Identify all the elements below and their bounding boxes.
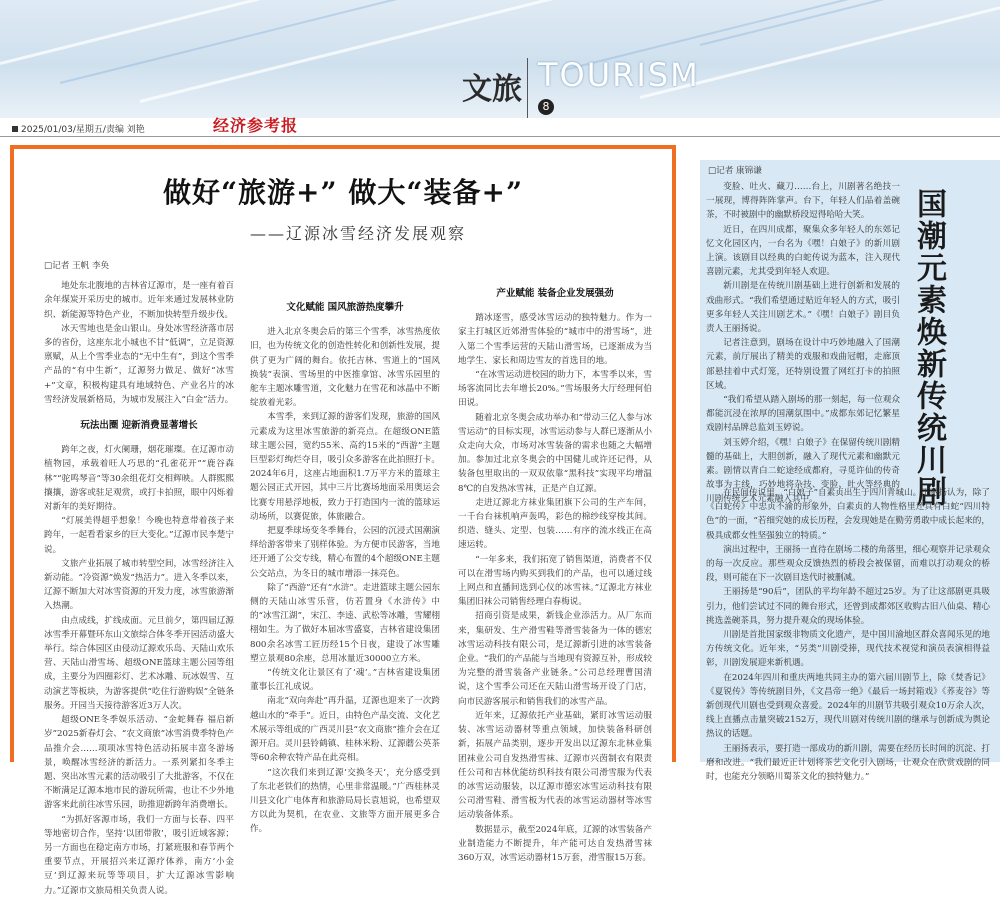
banner-streak [0, 0, 505, 65]
page-number: 8 [538, 99, 554, 115]
sidebar-byline: □记者 康锦谦 [708, 166, 762, 176]
sidebar-paragraph: 刘玉婷介绍，《嘿！白娘子》在保留传统川剧精髓的基础上，大胆创新，融入了现代元素和幽默元素。剧情以青白二蛇途经成都府，寻觅许仙的传奇故事为主线，巧妙地将杂技、变脸、吐火等经典的川剧传统艺术元素融入其中。 [706, 437, 900, 505]
sidebar-paragraph: 在民间传说里，“白娘子”自素贞出生于四川青城山。王丽扬认为，除了《白蛇传》中忠贞不渝的形象外，白素贞的人物性格里还具有白蛇“四川特色”的一面，“若细究她的成长历程，会发现她是在勤劳勇敢中成长起来的，极具成都女性坚强独立的特质。” [706, 488, 990, 541]
section-heading: 产业赋能 装备企业发展强劲 [496, 288, 614, 299]
article-paragraph: 随着北京冬奥会成功举办和“带动三亿人参与冰雪运动”的目标实现，冰雪运动参与人群已逐渐从小众走向大众，市场对冰雪装备的需求也随之大幅增加。参加过北京冬奥会的中国健儿或许还记得，从装备包里取出的一双双依靠“黑科技”实现平均增温8℃的自发热冰雪袜，正是产自辽源。 [458, 412, 652, 494]
article-paragraph: 南北“双向奔赴”再升温，辽源也迎来了一次跨越山水的“牵手”。近日，由特色产品交流、文化艺术展示等组成的广西灵川县“农文商旅”推介会在辽源开启。灵川县铃鹤镇、桂林米粉、辽源蘑公英茶等60余种农特产品在此亮相。 [250, 696, 440, 764]
banner-streak [140, 0, 606, 103]
sidebar-paragraph: 川剧是首批国家级非物质文化遗产，是中国川渝地区群众喜闻乐见的地方传统文化。近年来，“另类”川剧受捧，现代技术视觉和演员表演相得益彰，川剧发展迎来新机遇。 [706, 630, 990, 669]
article-paragraph: “灯展美得超乎想象！今晚也特意带着孩子来跨年，一起看看家乡的巨大变化。”辽源市民李楚宁说。 [44, 516, 234, 555]
dateline-marker [12, 126, 18, 132]
sidebar-paragraph: 记者注意到，剧场在设计中巧妙地融入了国潮元素，前厅展出了精美的戏服和戏曲冠帽，走廊顶部悬挂着中式灯笼，还特别设置了网红打卡的拍照区域。 [706, 338, 900, 391]
article-paragraph: 超级ONE冬季娱乐活动、“金蛇舞春 福启新岁”2025新春灯会、“农文商旅”冰雪消费季特色产品推介会……项项冰雪特色活动拓展丰富冬游场景，唤醒冰雪经济的新活力。一系列紧扣冬季主题、突出冰雪元素的活动吸引了大批游客，不仅在不断满足辽源本地市民的游玩所需，也让不少外地游客来此前往冰雪乐园，助推迎新跨年消费增长。 [44, 715, 234, 811]
sidebar-paragraph: 新川剧是在传统川剧基础上进行创新和发展的戏曲形式。“我们希望通过贴近年轻人的方式，吸引更多年轻人关注川剧艺术。”《嘿！白娘子》剧目负责人王丽扬说。 [706, 281, 900, 335]
article-column-1 [44, 259, 234, 898]
article-paragraph: 由点成线，扩线成面。元旦前夕，第四届辽源冰雪季开幕暨环东山文旅综合体冬季开园活动盛大举行。综合体园区由侵动辽源欢乐岛、天陆山欢乐营、天陆山滑雪场、超级ONE篮球主题公园等组成，主要分为四圈彩灯、艺术冰雕、玩冰娱雪、互动演艺等板块，为游客提供“吃住行游购娱”全链条服务。开园当天接待游客近3万人次。 [44, 615, 234, 711]
article-byline: □记者 王帆 李奂 [44, 261, 110, 271]
article-paragraph: 跨年之夜，灯火阑珊，烟花璀璨。在辽源市动植物园，承载着旺人巧思的“孔雀花开”“鹿谷森林”“驼鸣琴音”等30余组花灯交相辉映。人群熙熙攘攘，游客或驻足观赏，或打卡拍照，眼中闪烁着对新年的美好期待。 [44, 445, 234, 513]
article-paragraph: “为抓好客源市场，我们一方面与长春、四平等地密切合作，坚持‘以团带散’，吸引近域客源；另一方面也在稳定南方市场，打紧班服和春节两个重要节点，开展招兴来辽源疗体养，南方‘小金豆’到辽源来玩等等项目，扩大辽源冰雪影响力。”辽源市文旅局相关负责人说。 [44, 814, 234, 896]
article-paragraph: 本雪季，来到辽源的游客们发现，旅游的国风元素成为这里冰雪旅游的新亮点。在超级ONE篮球主题公园，宽约55米、高约15米的“西游”主题巨型彩灯绚烂夺目，吸引众多游客在此拍照打卡。2024年6月，这座占地面积1.7万平方米的篮球主题公园正式开园，其中三片比赛场地面采用奥运会比赛专用悬浮地板，致力于打造国内一流的篮球运动场所，以赛促旅，体旅融合。 [250, 412, 440, 522]
article-paragraph: “一年多来，我们拓宽了销售渠道，消费者不仅可以在滑雪场内购买到我们的产品，也可以通过线上网点和直播间选到心仪的冰雪袜。”辽源北方袜业集团旧袜公司销售经理白春梅说。 [458, 554, 652, 608]
sidebar-paragraph: 近日，在四川成都，聚集众多年轻人的东郊记忆文化园区内，一台名为《嘿！白娘子》的新川剧上演。该剧目以经典的白蛇传说为蓝本，注入现代喜剧元素，尤其受到年轻人欢迎。 [706, 224, 900, 278]
article-paragraph: “在冰雪运动进校园的助力下，本雪季以来，雪场客流同比去年增长20%。”雪场服务大厅经理何伯田说。 [458, 370, 652, 409]
masthead-banner [0, 0, 1000, 118]
article-paragraph: 走进辽源北方袜业集团旗下公司的生产车间，一千台台袜机响声轰鸣，彩色的棉纱线穿梭其间。织造、缝头、定型、包装……有序的流水线正在高速运转。 [458, 497, 652, 551]
section-heading: 文化赋能 国风旅游热度攀升 [286, 302, 404, 313]
sidebar-paragraph: 王丽扬表示，要打造一部成功的新川剧，需要在经历长时间的沉淀、打磨和改进。“我们最近正计划将茶艺文化引入剧场，让观众在欣赏戏剧的同时，也能充分领略川蜀茶文化的独特魅力。” [706, 743, 990, 783]
sidebar-paragraph: 演出过程中，王丽扬一直待在剧场二楼的角落里，细心观察并记录观众的每一次反应。那些观众反馈热烈的桥段会被保留，而难以打动观众的桥段，则可能在下一次剧目迭代时被删减。 [706, 544, 990, 584]
sidebar-column-top [706, 180, 900, 507]
newspaper-logo: 经济参考报 [213, 116, 299, 135]
sidebar-paragraph: 在2024年四川和重庆两地共同主办的第六届川剧节上，除《焚香记》《夏锐传》等传统剧目外，《文昌帝一绝》《最后一场封箱戏》《荞麦谷》等新创现代川剧也受到观众喜爱。2024年的川剧节共吸引观众10万余人次，线上直播点击量突破2152万，现代川剧对传统川剧的继承与创新成为舆论热议的话题。 [706, 672, 990, 740]
sidebar-headline: 国潮元素焕新传统川剧 [911, 188, 946, 508]
sidebar-paragraph: “我们希望从踏入剧场的那一刻起，每一位观众都能沉浸在浓厚的国潮氛围中。”成都东郊记忆繁星戏剧村品牌总监刘玉婷说。 [706, 395, 900, 434]
main-article [10, 145, 676, 896]
article-paragraph: 进入北京冬奥会后的第三个雪季，冰雪热度依旧，也为传统文化的创造性转化和创新性发展，提供了更为广阔的舞台。依托吉林、雪道上的“国风换装”表演、雪场里的中医推拿馆、冰雪乐园里的舵车主题冰雕雪道，文化魅力在雪花和冰晶中不断绽放着光彩。 [250, 327, 440, 409]
article-paragraph: 招商引资是成果，新钱企业添活力。从厂东而来，集研发、生产滑雪鞋等滑雪装备为一体的德宏冰雪运动科技有限公司，是辽源新引进的冰雪装备企业。“我们的产品能与当地现有资源互补，形成较为完整的滑雪装备产业链条。”公司总经理曹国清说，这个雪季公司还在天陆山滑雪场开设了门店，向市民游客展示和销售我们的冰雪产品。 [458, 611, 652, 707]
sidebar-paragraph: 王丽扬是“90后”，团队的平均年龄不超过25岁。为了让这部剧更具吸引力，他们尝试过不同的舞台形式，还曾到成都郊区收购古旧八仙桌、精心挑选盖碗茶具，努力提升观众的现场体验。 [706, 587, 990, 626]
article-paragraph: 冰天雪地也是金山银山。身处冰雪经济落市居多的省份，这座东北小城也不甘“低调”，立足资源禀赋，从上个雪季业态的“无中生有”，到这个雪季产品的“有中生新”，辽源努力做足、做好“冰雪+”文章，积极构建具有地域特色、产业名片的冰雪经济发展新格局，为城市发展注入“白金”活力。 [44, 323, 234, 405]
article-paragraph: 把夏季球场变冬季舞台，公园的沉浸式国潮演绎给游客带来了别样体验。为方便市民游客，当地还开通了公交专线，精心布置的4个超级ONE主题公交站点，为冬日的城市增添一抹亮色。 [250, 526, 440, 579]
dateline [12, 122, 145, 135]
article-paragraph: 数据显示，截至2024年底，辽源的冰雪装备产业制造能力不断提升，年产能可达自发热滑雪袜360万双，冰雪运动器材15万套，滑雪服15万套。 [458, 824, 652, 863]
article-paragraph: 踏冰逐雪，感受冰雪运动的独特魅力。作为一家主打城区近郊滑雪体验的“城市中的滑雪场”，进入第二个雪季运营的天陆山滑雪场，已逐渐成为当地学生、家长和周边雪友的首选目的地。 [458, 313, 652, 366]
article-headline: 做好“旅游+” 做大“装备+” [162, 176, 524, 209]
article-column-2 [250, 259, 440, 837]
section-title-en: TOURISM [538, 56, 700, 94]
article-paragraph: 文旅产业拓展了城市转型空间，冰雪经济注入新动能。“冷资源”焕发“热活力”。进入冬季以来，辽源不断加大对冰雪资源的开发力度，冰雪旅游渐入热潮。 [44, 558, 234, 612]
sidebar-column-bottom [706, 486, 990, 784]
article-subheadline: ——辽源冰雪经济发展观察 [250, 224, 467, 243]
header-rule [0, 136, 1000, 137]
article-paragraph: 近年来，辽源依托产业基础，紧盯冰雪运动服装、冰雪运动器材等重点领域，加快装备科研创新，拓展产品类别，逐步开发出以辽源东北林业集团袜业公司自发热滑雪袜、辽源市兴茵制衣有限责任公司和吉林优能纺织科技有限公司滑雪服为代表的冰雪运动服装，以辽源市德宏冰雪运动科技有限公司滑雪鞋、滑雪板为代表的冰雪运动器材等冰雪运动装备体系。 [458, 710, 652, 821]
article-paragraph: “传统文化让景区有了‘魂’。”吉林省建设集团董事长江礼成说。 [250, 668, 440, 693]
article-column-3 [458, 259, 652, 865]
section-divider [527, 58, 528, 118]
section-title: 文旅 [462, 72, 522, 107]
sidebar-paragraph: 变脸、吐火、藏刀……台上，川剧著名绝技一一展现，博得阵阵掌声。台下，年轻人们品着盖碗茶，不时被剧中的幽默桥段逗得哈哈大笑。 [706, 182, 900, 221]
section-heading: 玩法出圈 迎新消费显著增长 [80, 420, 198, 432]
article-paragraph: 地处东北腹地的吉林省辽源市，是一座有着百余年煤炭开采历史的城市。近年来通过发展林业防织、新能源等特色产业，不断加快转型升级步伐。 [44, 281, 234, 320]
article-paragraph: “这次我们来到辽源‘交换冬天’，充分感受到了东北老铁们的热情，心里非常温暖。”广西桂林灵川县文化广电体育和旅游局局长袁旭说，也希望双方以此为契机，在农业、文旅等方面开展更多合作。 [250, 767, 440, 835]
sidebar-article [700, 160, 1000, 783]
dateline-text: 2025/01/03/星期五/责编 刘艳 [21, 125, 145, 135]
article-paragraph: 除了“西游”还有“水浒”。走进篮球主题公园东侧的天陆山冰雪乐营，仿若置身《水浒传》中的“冰雪江湖”，宋江、李逵、武松等冰雕，雪耀栩栩如生。为了做好本届冰雪盛宴，吉林省建设集团800余名冰雪工匠历经15个日夜，建设了冰雪雕塑立景观80余座，总用冰量近30000立方米。 [250, 582, 440, 664]
